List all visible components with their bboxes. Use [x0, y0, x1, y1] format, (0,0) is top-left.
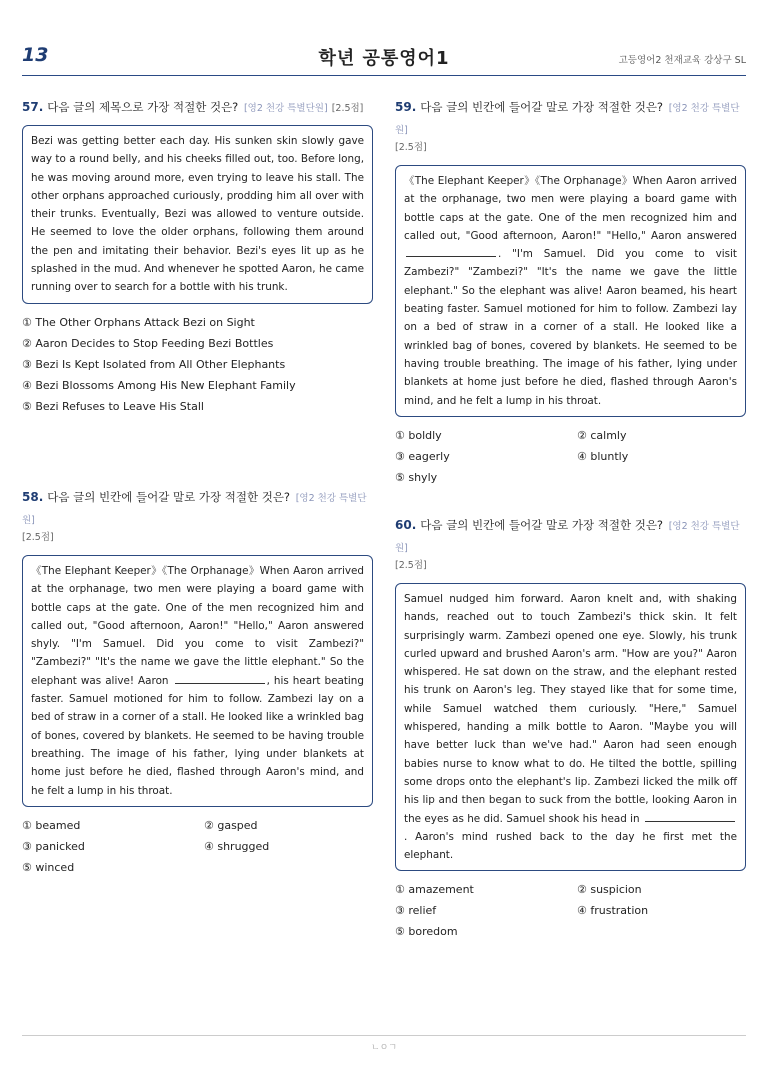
choice-list: [22, 312, 373, 417]
question-57: [22, 97, 373, 417]
choice-3[interactable]: ③ Bezi Is Kept Isolated from All Other Elephants: [22, 357, 286, 371]
passage-box: [395, 165, 746, 417]
choice-5[interactable]: ⑤ winced: [22, 860, 75, 874]
question-text: 다음 글의 빈칸에 들어갈 말로 가장 적절한 것은?: [47, 490, 291, 504]
choice-4[interactable]: ④ frustration: [577, 904, 649, 918]
choice-1[interactable]: ① amazement: [395, 883, 474, 897]
passage-text-after: , his heart beating faster. Samuel motioned for him to follow. Zambezi lay on a bed of straw in a corner of a stall. He looked like a wrinkled bag of bones, covered by blankets. He seemed to be having trouble breathing. The image of his father, lying under blankets at home just before he died, flashed through Aaron's mind, and he felt a lump in his throat.: [31, 674, 364, 797]
page-title: 학년 공통영어1: [318, 48, 450, 69]
choice-1[interactable]: ① beamed: [22, 818, 81, 832]
choice-5[interactable]: ⑤ boredom: [395, 925, 458, 939]
page-number: 13: [22, 44, 49, 66]
subject-label: 고등영어2 천재교육 강상구 SL: [618, 55, 746, 66]
choice-5[interactable]: ⑤ shyly: [395, 470, 438, 484]
choice-4[interactable]: ④ bluntly: [577, 449, 629, 463]
passage-box: [22, 555, 373, 807]
question-points: [2.5점]: [395, 142, 427, 153]
question-tag: [영2 천강 특별단원]: [395, 103, 740, 136]
choice-3[interactable]: ③ panicked: [22, 839, 85, 853]
choice-2[interactable]: ② Aaron Decides to Stop Feeding Bezi Bottles: [22, 336, 274, 350]
choice-5[interactable]: ⑤ Bezi Refuses to Leave His Stall: [22, 399, 204, 413]
question-text: 다음 글의 빈칸에 들어갈 말로 가장 적절한 것은?: [420, 100, 664, 114]
choice-list: [395, 879, 746, 942]
question-prompt: [22, 487, 373, 531]
answer-blank: [175, 673, 265, 684]
question-number: 60.: [395, 518, 417, 532]
choice-3[interactable]: ③ eagerly: [395, 449, 450, 463]
choice-2[interactable]: ② gasped: [204, 818, 258, 832]
choice-1[interactable]: ① boldly: [395, 428, 442, 442]
page-header: [22, 40, 746, 74]
footer-divider: [22, 1035, 746, 1036]
question-60: [395, 515, 746, 942]
choice-3[interactable]: ③ relief: [395, 904, 437, 918]
question-prompt: [395, 515, 746, 559]
question-prompt: [22, 97, 373, 119]
question-58: [22, 487, 373, 878]
question-tag: [영2 천강 특별단원]: [22, 493, 367, 526]
passage-text-before: 《The Elephant Keeper》《The Orphanage》When Aaron arrived at the orphanage, two men were playing a board game with bottle caps at the gate. One of the men recognized him and called out, "Good afternoon, Aaron!" "Hello," Aaron answered: [404, 175, 737, 242]
question-text: 다음 글의 빈칸에 들어갈 말로 가장 적절한 것은?: [420, 518, 664, 532]
question-points: [2.5점]: [22, 532, 54, 543]
passage-text-before: Samuel nudged him forward. Aaron knelt and, with shaking hands, reached out to touch Zambezi's thick skin. It felt surprisingly warm. Zambezi opened one eye. Slowly, his trunk curled upward and brushed Aaron's arm. "How are you?" Aaron whispered. He sat down on the straw, and the elephant rested his trunk on Aaron's leg. They stayed like that for some time, while Samuel watched them curiously. "Here," Samuel whispered, handing a milk bottle to Aaron. "Maybe you will have better luck than we've had." Aaron had seen enough babies nurse to know what to do. He tilted the bottle, spilling some drops onto the elephant's lip. Zambezi licked the milk off his lip and then began to suck from the bottle, looking Aaron in the eyes as he did. Samuel shook his head in: [404, 593, 737, 825]
passage-text: Bezi was getting better each day. His sunken skin slowly gave way to a round belly, and his cheeks filled out, too. Before long, he was moving around more, even trying to leave his stall. The other orphans approached curiously, prodding him all over with their trunks. Eventually, Bezi was allowed to venture outside. He seemed to love the older orphans, following them around the pen and imitating their behavior. Bezi's eyes lit up as he splashed in the mud. And whenever he spotted Aaron, he came running over to search for a bottle with his trunk.: [31, 135, 364, 294]
choice-2[interactable]: ② suspicion: [577, 883, 642, 897]
choice-2[interactable]: ② calmly: [577, 428, 627, 442]
choice-4[interactable]: ④ Bezi Blossoms Among His New Elephant Family: [22, 378, 296, 392]
question-tag: [영2 천강 특별단원]: [243, 103, 328, 114]
footer-mark: ㄴㅇㄱ: [370, 1043, 398, 1053]
choice-list: [395, 425, 746, 488]
answer-blank: [645, 811, 735, 822]
question-points: [2.5점]: [331, 103, 364, 114]
passage-box: [395, 583, 746, 871]
passage-text-before: 《The Elephant Keeper》《The Orphanage》When Aaron arrived at the orphanage, two men were playing a board game with bottle caps at the gate. One of the men recognized him and called out, "Good afternoon, Aaron!" "Hello," Aaron answered shyly. "I'm Samuel. Did you come to visit Zambezi?" "Zambezi?" "It's the name we gave the little elephant." So the elephant was alive! Aaron: [31, 565, 364, 687]
header-divider: [22, 75, 746, 76]
passage-text-after: . "I'm Samuel. Did you come to visit Zambezi?" "Zambezi?" "It's the name we gave the little elephant." So the elephant was alive! Aaron beamed, his heart beating faster. Samuel motioned for him to follow. Zambezi lay on a bed of straw in a corner of a stall. He looked like a wrinkled bag of bones, covered by blankets. He seemed to be having trouble breathing. The image of his father, lying under blankets at home just before he died, flashed through Aaron's mind, and he felt a lump in his throat.: [404, 248, 737, 407]
question-tag: [영2 천강 특별단원]: [395, 521, 740, 554]
question-prompt: [395, 97, 746, 141]
question-number: 58.: [22, 490, 44, 504]
choice-1[interactable]: ① The Other Orphans Attack Bezi on Sight: [22, 315, 255, 329]
question-points: [2.5점]: [395, 560, 427, 571]
question-number: 59.: [395, 100, 417, 114]
question-text: 다음 글의 제목으로 가장 적절한 것은?: [47, 100, 239, 114]
choice-list: [22, 815, 373, 878]
question-59: [395, 97, 746, 488]
question-number: 57.: [22, 100, 44, 114]
answer-blank: [406, 246, 496, 257]
passage-text-after: . Aaron's mind rushed back to the day he first met the elephant.: [404, 830, 737, 862]
passage-box: [22, 125, 373, 304]
choice-4[interactable]: ④ shrugged: [204, 839, 270, 853]
